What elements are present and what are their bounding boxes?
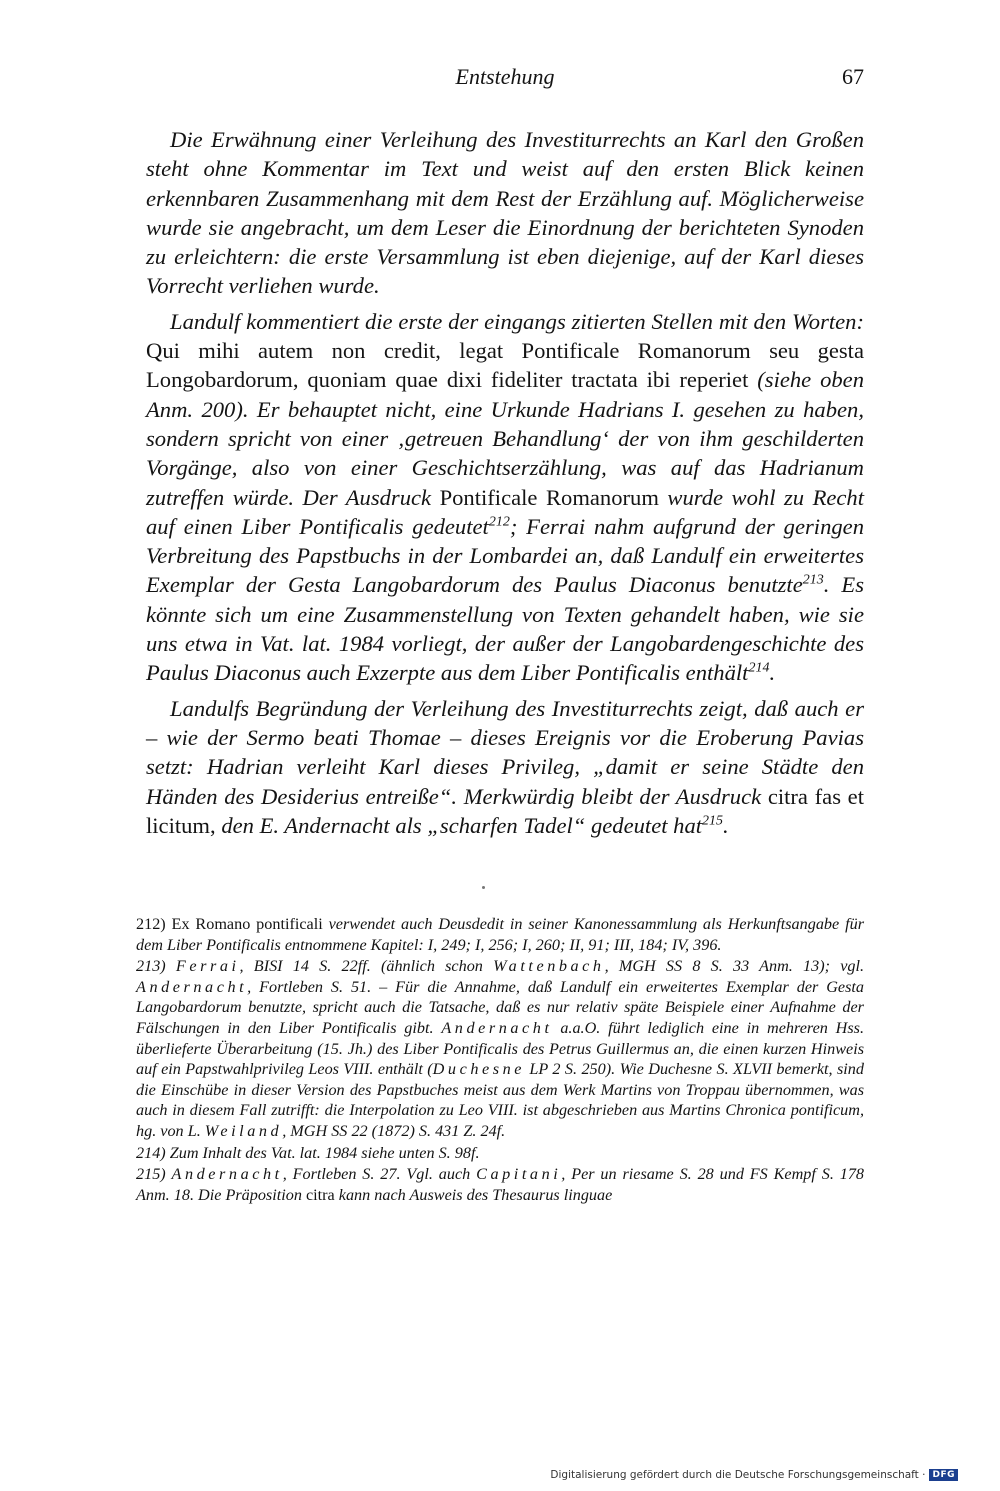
footnote-ref-212: 212 [488,514,510,530]
p3-part-c: den E. Andernacht als „scharfen Tadel“ gedeutet hat [221,812,703,838]
body-text [146,125,864,846]
p2-part-f: ; Ferrai nahm aufgrund der geringen Verbreitung des Papstbuchs in der Lombardei an, daß Landulf ein erweitertes Exemplar der Gesta Langobardorum des Paulus Diaconus benutzte [146,513,864,598]
stray-dot [482,886,485,889]
paragraph-1: Die Erwähnung einer Verleihung des Investiturrechts an Karl den Großen steht ohne Kommentar im Text und weist auf den ersten Blick keinen erkennbaren Zusammenhang mit dem Rest der Erzählung auf. Möglicherweise wurde sie angebracht, um dem Leser die Einordnung der berichteten Synoden zu erleichtern: die erste Versammlung ist eben diejenige, auf der Karl dieses Vorrecht verliehen wurde. [146,127,864,299]
running-title: Entstehung [455,64,555,89]
footnotes [136,914,864,1206]
fn213-author-andernacht-1: Andernacht [136,977,248,996]
fn213-lead: 213) [136,957,176,976]
footnote-ref-214: 214 [748,660,770,676]
fn215-author-andernacht: Andernacht [171,1165,283,1184]
fn212-text: verwendet auch Deusdedit in seiner Kanonessammlung als Herkunftsangabe für dem Liber Pontificalis entnommene Kapitel: I, 249; I, 256; I, 260; II, 91; III, 184; IV, 396. [136,915,864,954]
paragraph-3 [146,694,864,840]
fn213-text-e: , MGH SS 8 S. 33 Anm. 13); vgl. [604,957,865,976]
p2-part-a: Landulf kommentiert die erste der eingangs zitierten Stellen mit den Worten: [170,308,864,334]
p3-part-d: . [723,812,729,838]
footnote-214: 214) Zum Inhalt des Vat. lat. 1984 siehe unten S. 98f. [136,1143,480,1162]
fn213-author-duchesne: Duchesne [432,1060,525,1079]
dfg-logo: DFG [929,1469,958,1481]
fn213-text-i: a.a.O. führt lediglich eine in mehreren Hss. überlieferte Überarbeitung (15. Jh.) des Liber Pontificalis des Petrus Guillermus an, die einen kurzen Hinweis auf ein Papstwahlprivileg Leos VIII. enthält ( [136,1018,864,1079]
digitization-credit [550,1469,958,1481]
p2-part-c: (siehe oben Anm. 200). Er behauptet nicht, eine Urkunde Hadrians I. gesehen zu haben, sondern spricht von einer ‚getreuen Behandlung‘ der von ihm geschilderten Vorgänge, also von einer Geschichtserzählung, was auf das Hadrianum zutreffen würde. Der Ausdruck [146,367,865,510]
fn215-text-g: kann nach Ausweis des Thesaurus linguae [334,1185,613,1204]
fn215-term-citra: citra [305,1185,335,1204]
fn213-text-c: , BISI 14 S. 22ff. (ähnlich schon [239,957,494,976]
paragraph-2 [146,307,864,688]
fn213-text-g: , Fortleben S. 51. – Für die Annahme, daß Landulf ein erweitertes Exemplar der Gesta Langobardorum benutzte, spricht auch die Tatsache, daß es nur relativ späte Beispiele einer Aufnahme der Fälschungen in den Liber Pontificalis gibt. [136,977,864,1037]
fn213-author-ferrai: Ferrai [175,957,240,976]
running-head [146,64,864,98]
p2-part-h: . [769,660,776,686]
footnote-215 [136,1164,864,1205]
fn215-lead: 215) [136,1165,172,1184]
fn215-author-capitani: Capitani [476,1165,562,1184]
footnote-ref-215: 215 [702,813,724,829]
footnote-ref-213: 213 [802,572,824,588]
fn213-author-andernacht-2: Andernacht [441,1018,553,1037]
p3-part-a: Landulfs Begründung der Verleihung des Investiturrechts zeigt, daß auch er – wie der Sermo beati Thomae – dieses Ereignis vor die Eroberung Pavias setzt: Hadrian verleiht Karl dieses Privileg, „damit er seine Städte den Händen des Desiderius entreiße“. Merkwürdig bleibt der Ausdruck [146,695,864,809]
fn215-text-e: , Per un riesame S. 28 und FS Kempf S. 178 Anm. 18. Die Präposition [136,1165,865,1204]
fn213-text-k: LP 2 S. 250). Wie Duchesne S. XLVII bemerkt, sind die Einschübe in dieser Version des Papstbuches meist aus dem Werk Martins von Troppau übernommen, was auch in diesem Fall zutrifft: die Interpolation zu Leo VIII. ist abgeschrieben aus Martins Chronica pontificum, hg. von L. [136,1060,864,1140]
fn213-author-wattenbach: Wattenbach [493,957,605,976]
credit-text: Digitalisierung gefördert durch die Deutsche Forschungsgemeinschaft · [550,1469,926,1481]
fn213-text-m: , MGH SS 22 (1872) S. 431 Z. 24f. [282,1121,506,1140]
footnote-213 [136,956,864,1141]
p3-term: citra fas et licitum, [146,783,864,838]
p2-part-g: . Es könnte sich um eine Zusammenstellung von Texten gehandelt haben, wie sie uns etwa in Vat. lat. 1984 vorliegt, der außer der Langobardengeschichte des Paulus Diaconus auch Exzerpte aus dem Liber Pontificalis enthält [146,572,864,686]
fn213-author-weiland: Weiland [204,1121,283,1140]
p2-quote: Qui mihi autem non credit, legat Pontificale Romanorum seu gesta Longobardorum, quoniam quae dixi fideliter tractata ibi reperiet [146,338,864,393]
fn215-text-c: , Fortleben S. 27. Vgl. auch [282,1165,477,1184]
page-number: 67 [842,64,864,89]
p2-term: Pontificale Romanorum [431,484,668,510]
p2-part-e: wurde wohl zu Recht auf einen Liber Pontificalis gedeutet [146,484,865,539]
footnote-212 [136,914,864,955]
fn212-lead: 212) Ex Romano pontificali [136,915,329,933]
